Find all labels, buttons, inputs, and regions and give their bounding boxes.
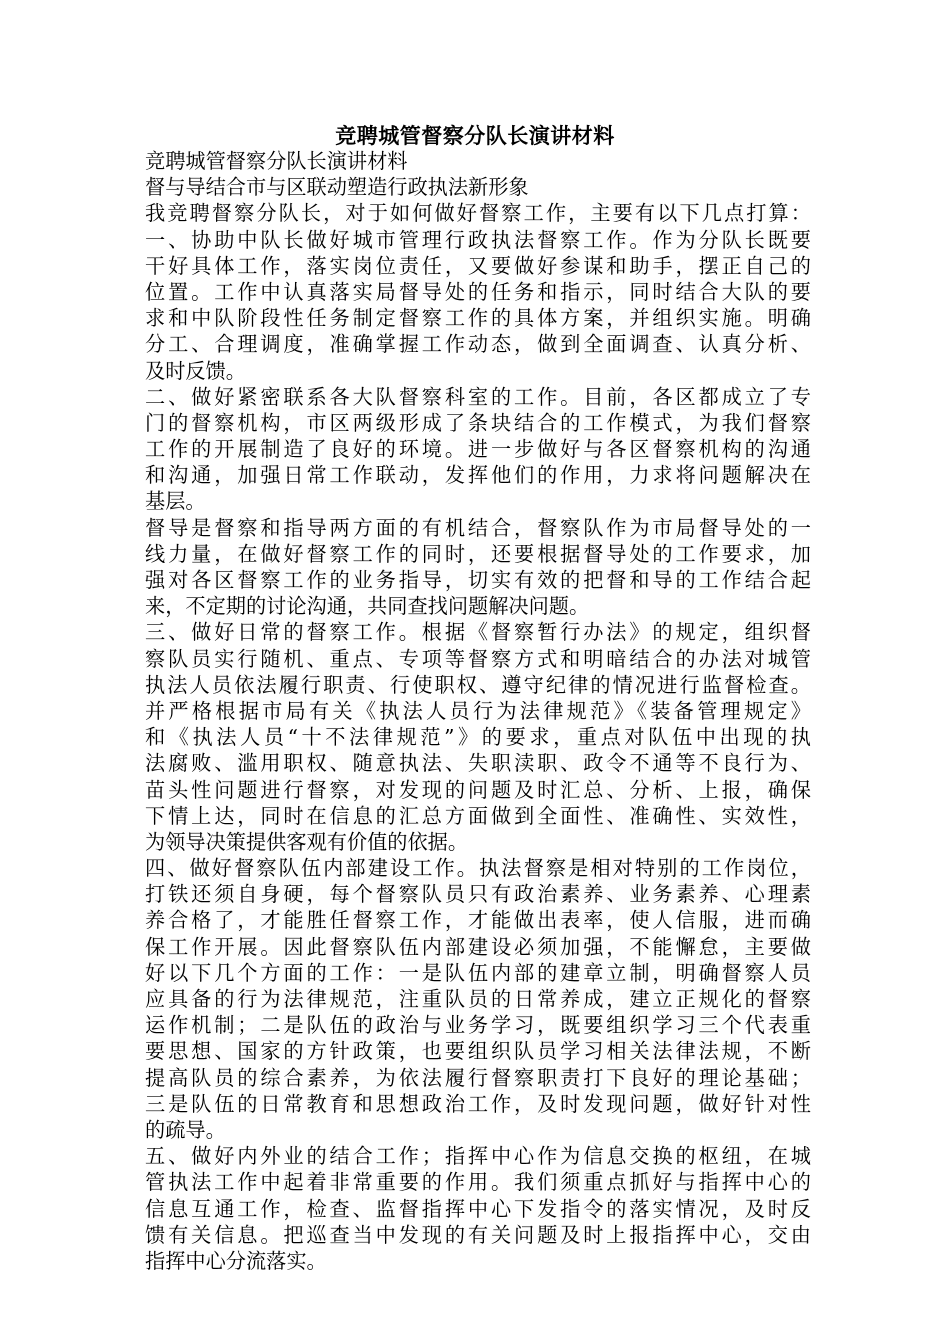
text-line: 和《执法人员“十不法律规范”》的要求，重点对队伍中出现的执 [145,725,811,750]
text-line: 法腐败、滥用职权、随意执法、失职渎职、政令不通等不良行为、 [145,751,811,776]
text-line: 一、协助中队长做好城市管理行政执法督察工作。作为分队长既要 [145,227,811,252]
text-line: 来，不定期的讨论沟通，共同查找问题解决问题。 [145,594,590,619]
text-line: 应具备的行为法律规范，注重队员的日常养成，建立正规化的督察 [145,987,811,1011]
text-line: 强对各区督察工作的业务指导，切实有效的把督和导的工作结合起 [145,568,811,592]
text-line: 三是队伍的日常教育和思想政治工作，及时发现问题，做好针对性 [145,1091,811,1116]
text-line: 分工、合理调度，准确掌握工作动态，做到全面调查、认真分析、 [145,332,811,357]
text-line: 五、做好内外业的结合工作；指挥中心作为信息交换的枢纽，在城 [145,1144,811,1169]
text-line: 察队员实行随机、重点、专项等督察方式和明暗结合的办法对城管 [145,646,811,671]
text-line: 四、做好督察队伍内部建设工作。执法督察是相对特别的工作岗位， [145,856,811,881]
text-line: 提高队员的综合素养，为依法履行督察职责打下良好的理论基础； [145,1065,811,1090]
text-line: 督与导结合市与区联动塑造行政执法新形象 [145,175,529,200]
text-line: 执法人员依法履行职责、行使职权、遵守纪律的情况进行监督检查。 [145,672,811,697]
text-line: 工作的开展制造了良好的环境。进一步做好与各区督察机构的沟通 [145,437,811,462]
text-line: 竞聘城管督察分队长演讲材料 [145,149,408,173]
text-line: 求和中队阶段性任务制定督察工作的具体方案，并组织实施。明确 [145,306,811,331]
text-line: 干好具体工作，落实岗位责任，又要做好参谋和助手，摆正自己的 [145,253,811,278]
text-line: 和沟通，加强日常工作联动，发挥他们的作用，力求将问题解决在 [145,463,811,488]
text-line: 苗头性问题进行督察，对发现的问题及时汇总、分析、上报，确保 [145,777,811,802]
text-line: 下情上达，同时在信息的汇总方面做到全面性、准确性、实效性， [145,803,811,828]
document-body [145,148,811,1274]
text-line: 位置。工作中认真落实局督导处的任务和指示，同时结合大队的要 [145,279,811,304]
text-line: 督导是督察和指导两方面的有机结合，督察队作为市局督导处的一 [145,515,811,540]
text-line: 指挥中心分流落实。 [145,1248,327,1273]
text-line: 并严格根据市局有关《执法人员行为法律规范》《装备管理规定》 [145,698,811,723]
text-line: 好以下几个方面的工作：一是队伍内部的建章立制，明确督察人员 [145,960,811,985]
text-line: 为领导决策提供客观有价值的依据。 [145,829,469,854]
text-line: 基层。 [145,489,206,514]
text-line: 保工作开展。因此督察队伍内部建设必须加强，不能懈怠，主要做 [145,934,811,959]
document-title: 竞聘城管督察分队长演讲材料 [335,123,615,148]
text-line: 三、做好日常的督察工作。根据《督察暂行办法》的规定，组织督 [145,620,811,645]
text-line: 线力量，在做好督察工作的同时，还要根据督导处的工作要求，加 [145,541,811,566]
text-line: 打铁还须自身硬，每个督察队员只有政治素养、业务素养、心理素 [145,882,811,907]
text-line: 运作机制；二是队伍的政治与业务学习，既要组织学习三个代表重 [145,1013,811,1038]
text-line: 及时反馈。 [145,358,246,383]
text-line: 要思想、国家的方针政策，也要组织队员学习相关法律法规，不断 [145,1039,811,1064]
text-line: 养合格了，才能胜任督察工作，才能做出表率，使人信服，进而确 [145,908,811,933]
text-line: 我竞聘督察分队长，对于如何做好督察工作，主要有以下几点打算： [145,201,811,226]
text-line: 门的督察机构，市区两级形成了条块结合的工作模式，为我们督察 [145,410,811,435]
text-line: 管执法工作中起着非常重要的作用。我们须重点抓好与指挥中心的 [145,1170,811,1195]
text-line: 信息互通工作，检查、监督指挥中心下发指令的落实情况，及时反 [145,1196,811,1221]
text-line: 的疏导。 [145,1117,226,1142]
text-line: 二、做好紧密联系各大队督察科室的工作。目前，各区都成立了专 [145,384,811,409]
text-line: 馈有关信息。把巡查当中发现的有关问题及时上报指挥中心，交由 [145,1222,811,1247]
